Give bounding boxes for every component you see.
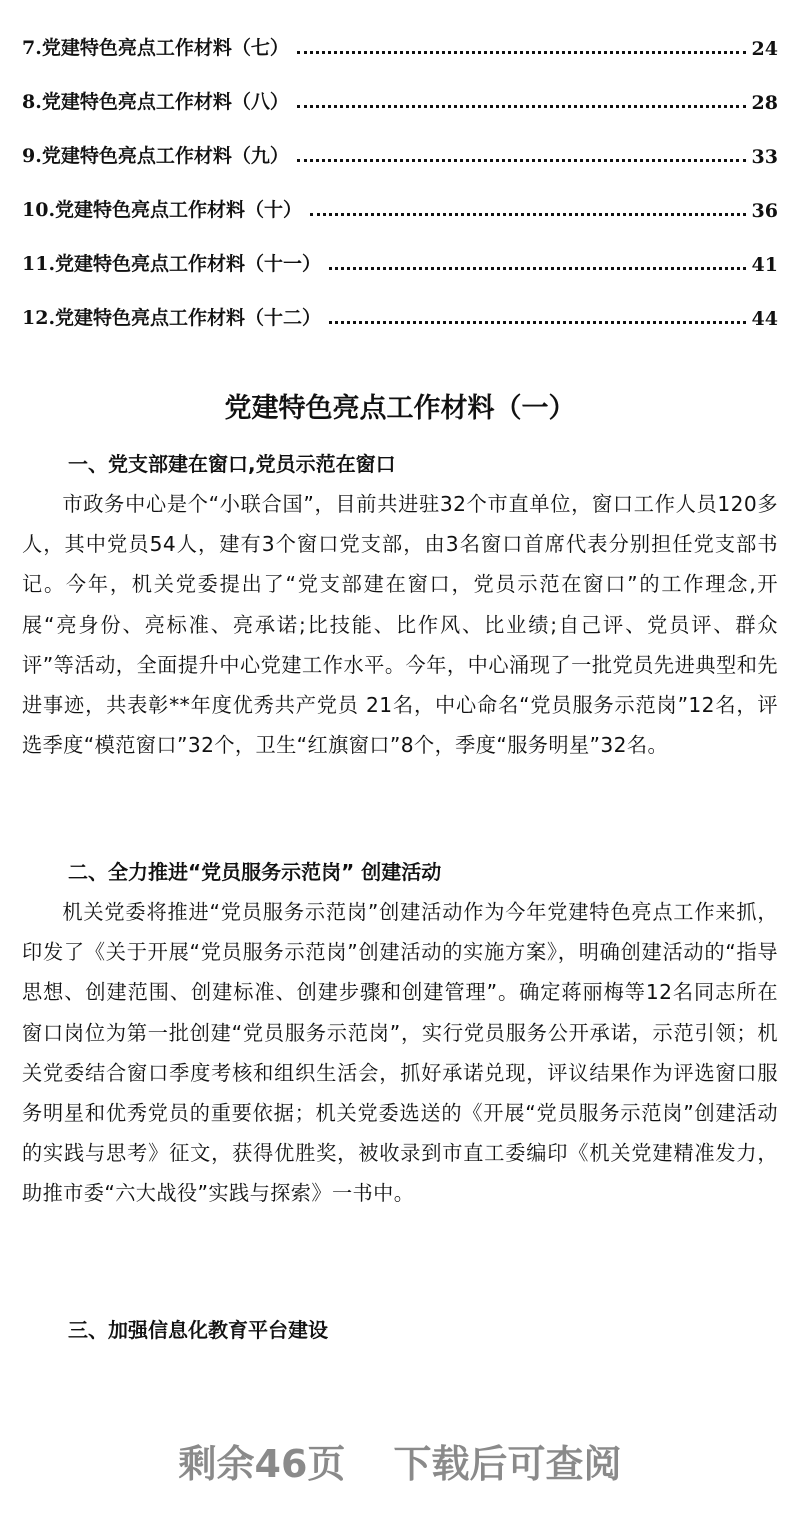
section-paragraph: 机关党委将推进“党员服务示范岗”创建活动作为今年党建特色亮点工作来抓，印发了《关于开展“党员服务示范岗”创建活动的实施方案》，明确创建活动的“指导思想、创建范围、创建标准、创建步骤和创建管理”。确定蒋丽梅等12名同志所在窗口岗位为第一批创建“党员服务示范岗”，实行党员服务公开承诺，示范引领；机关党委结合窗口季度考核和组织生活会，抓好承诺兑现，评议结果作为评选窗口服务明星和优秀党员的重要依据；机关党委选送的《开展“党员服务示范岗”创建活动的实践与思考》征文，获得优胜奖，被收录到市直工委编印《机关党建精准发力，助推市委“六大战役”实践与探索》一书中。 [22,900,778,1206]
toc-entry-page: 28 [751,92,778,114]
download-prompt-banner[interactable] [0,1433,800,1488]
remaining-pages-label: 剩余46页 [178,1442,346,1486]
toc-leader-dots [297,159,746,162]
toc-entry[interactable] [22,28,778,60]
toc-entry[interactable] [22,298,778,330]
toc-leader-dots [310,213,745,216]
toc-leader-dots [329,267,745,270]
toc-entry[interactable] [22,190,778,222]
section-heading: 一、党支部建在窗口,党员示范在窗口 [68,452,396,476]
toc-leader-dots [297,51,746,54]
toc-entry-page: 24 [751,38,778,60]
toc-entry-title: 12.党建特色亮点工作材料（十二） [22,307,322,329]
toc-entry-title: 8.党建特色亮点工作材料（八） [22,91,289,113]
document-title: 党建特色亮点工作材料（一） [224,393,576,424]
toc-entry[interactable] [22,244,778,276]
toc-entry-page: 33 [751,146,778,168]
toc-entry[interactable] [22,82,778,114]
toc-entry-page: 36 [751,200,778,222]
toc-entry-page: 41 [751,254,778,276]
section-paragraph: 市政务中心是个“小联合国”，目前共进驻32个市直单位，窗口工作人员120多人，其中党员54人，建有3个窗口党支部，由3名窗口首席代表分别担任党支部书记。今年，机关党委提出了“党支部建在窗口，党员示范在窗口”的工作理念,开展“亮身份、亮标准、亮承诺;比技能、比作风、比业绩;自己评、党员评、群众评”等活动，全面提升中心党建工作水平。今年，中心涌现了一批党员先进典型和先进事迹，共表彰**年度优秀共产党员 21名，中心命名“党员服务示范岗”12名，评选季度“模范窗口”32个，卫生“红旗窗口”8个，季度“服务明星”32名。 [22,492,778,758]
toc-entry-page: 44 [751,308,778,330]
toc-leader-dots [297,105,746,108]
section-heading: 二、全力推进“党员服务示范岗” 创建活动 [68,860,442,884]
toc-entry-title: 10.党建特色亮点工作材料（十） [22,199,303,221]
download-to-view-label: 下载后可查阅 [393,1442,622,1486]
toc-entry-title: 11.党建特色亮点工作材料（十一） [22,253,322,275]
toc-leader-dots [329,321,745,324]
toc-entry-title: 9.党建特色亮点工作材料（九） [22,145,289,167]
toc-entry-title: 7.党建特色亮点工作材料（七） [22,37,289,59]
section-heading: 三、加强信息化教育平台建设 [68,1318,328,1342]
toc-entry[interactable] [22,136,778,168]
